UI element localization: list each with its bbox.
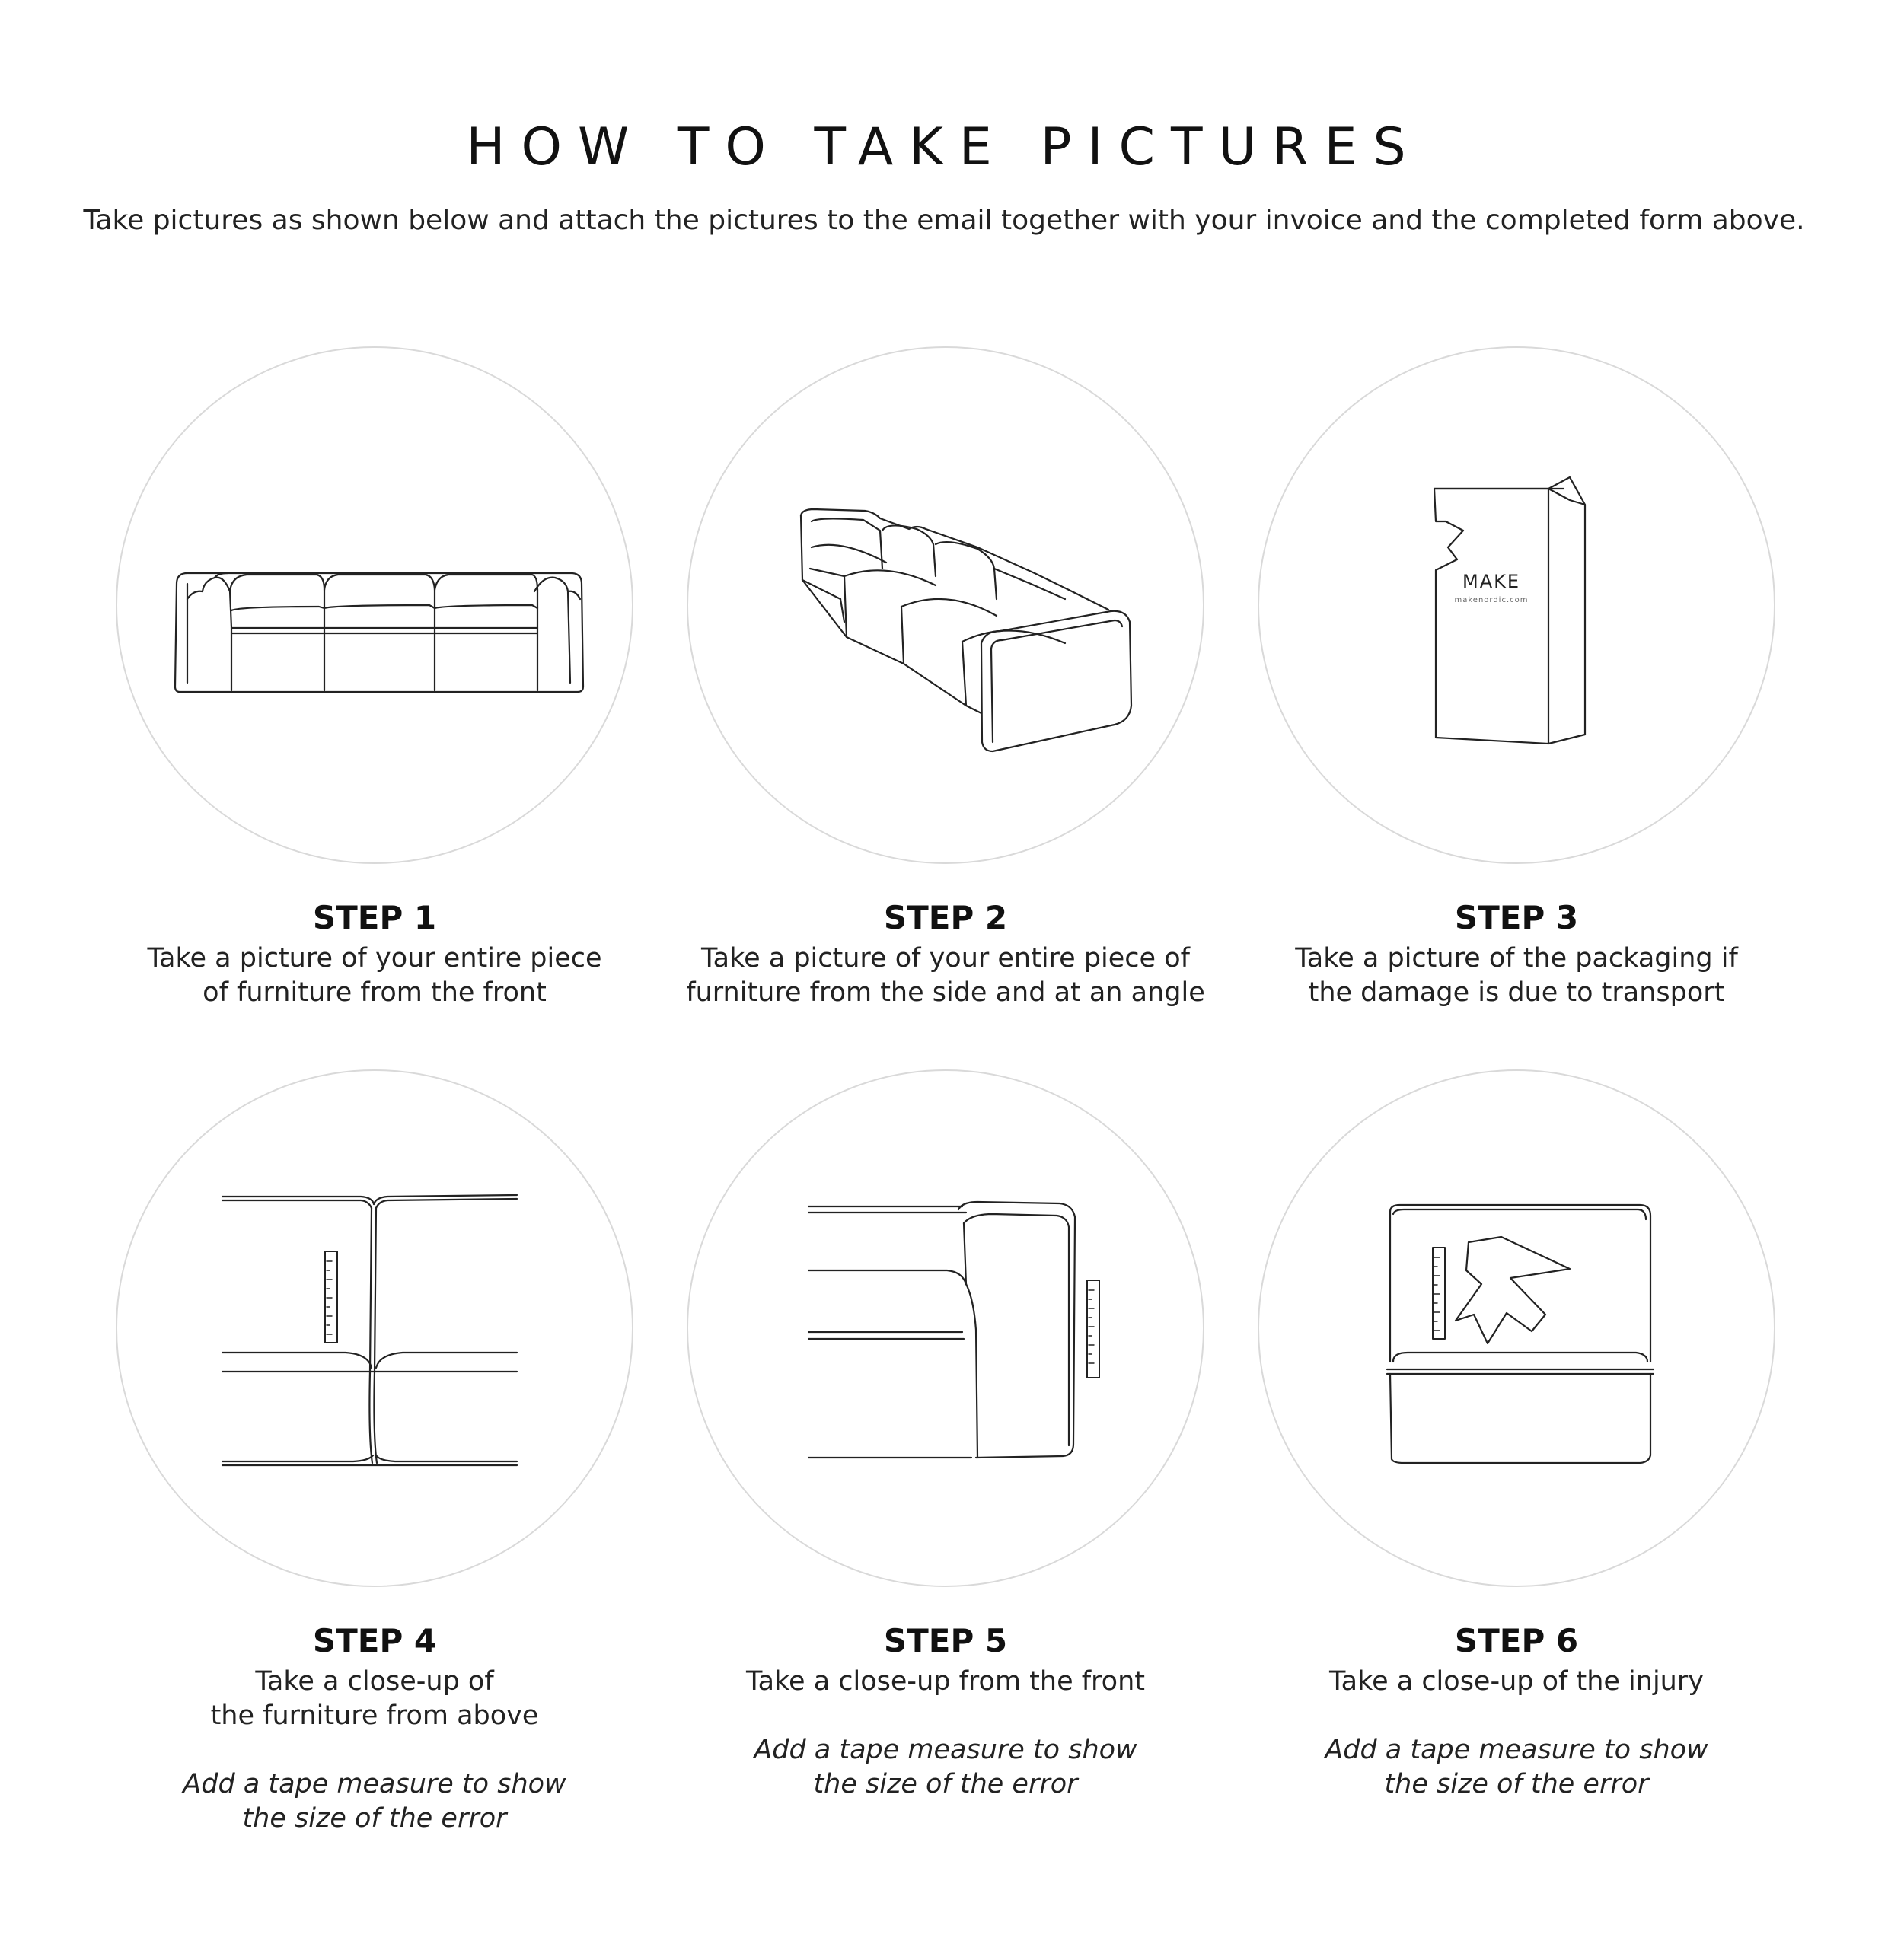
sofa-angle-icon <box>688 348 1206 865</box>
step-4-line-1: Take a close-up of <box>255 1666 494 1697</box>
step-4-note <box>93 1767 656 1836</box>
step-5-illustration-circle <box>687 1069 1204 1587</box>
step-1-title: STEP 1 <box>312 899 437 936</box>
step-4-note-line-1: Add a tape measure to show <box>183 1769 566 1799</box>
step-6-line-1: Take a close-up of the injury <box>1329 1666 1704 1697</box>
page-title: HOW TO TAKE PICTURES <box>466 117 1422 177</box>
step-4-line-2: the furniture from above <box>210 1700 539 1731</box>
step-1-illustration-circle <box>116 346 633 864</box>
step-4-caption <box>93 1622 656 1836</box>
step-3-title: STEP 3 <box>1454 899 1579 936</box>
step-3-line-2: the damage is due to transport <box>1308 977 1725 1008</box>
step-2-caption <box>664 899 1227 1010</box>
step-2-illustration-circle <box>687 346 1204 864</box>
step-3-caption <box>1235 899 1798 1010</box>
step-2-title: STEP 2 <box>883 899 1008 936</box>
step-5-note <box>664 1733 1227 1802</box>
injury-closeup-icon <box>1259 1071 1777 1589</box>
step-2-line-2: furniture from the side and at an angle <box>686 977 1205 1008</box>
step-6-illustration-circle <box>1258 1069 1775 1587</box>
box-brand-logo: MAKE <box>1462 571 1521 592</box>
sofa-top-closeup-icon <box>117 1071 635 1589</box>
damaged-box-icon <box>1259 348 1777 865</box>
sofa-front-icon <box>117 348 635 865</box>
step-2-line-1: Take a picture of your entire piece of <box>701 943 1190 974</box>
step-6-title: STEP 6 <box>1454 1622 1579 1659</box>
page-subtitle: Take pictures as shown below and attach the pictures to the email together with your invoice and the completed form above. <box>83 205 1805 236</box>
step-6-note <box>1235 1733 1798 1802</box>
step-1-line-1: Take a picture of your entire piece <box>147 943 602 974</box>
step-1-line-2: of furniture from the front <box>203 977 547 1008</box>
step-5-caption <box>664 1622 1227 1802</box>
step-4-title: STEP 4 <box>312 1622 437 1659</box>
step-5-line-1: Take a close-up from the front <box>746 1666 1145 1697</box>
step-3-line-1: Take a picture of the packaging if <box>1295 943 1738 974</box>
step-4-note-line-2: the size of the error <box>242 1803 507 1834</box>
sofa-front-closeup-icon <box>688 1071 1206 1589</box>
step-1-caption <box>93 899 656 1010</box>
step-6-note-line-2: the size of the error <box>1384 1769 1649 1799</box>
step-4-illustration-circle <box>116 1069 633 1587</box>
step-5-note-line-2: the size of the error <box>813 1769 1078 1799</box>
step-6-caption <box>1235 1622 1798 1802</box>
step-5-title: STEP 5 <box>883 1622 1008 1659</box>
step-5-note-line-1: Add a tape measure to show <box>754 1735 1137 1765</box>
step-3-illustration-circle <box>1258 346 1775 864</box>
step-6-note-line-1: Add a tape measure to show <box>1325 1735 1708 1765</box>
box-brand-url: makenordic.com <box>1454 596 1529 604</box>
